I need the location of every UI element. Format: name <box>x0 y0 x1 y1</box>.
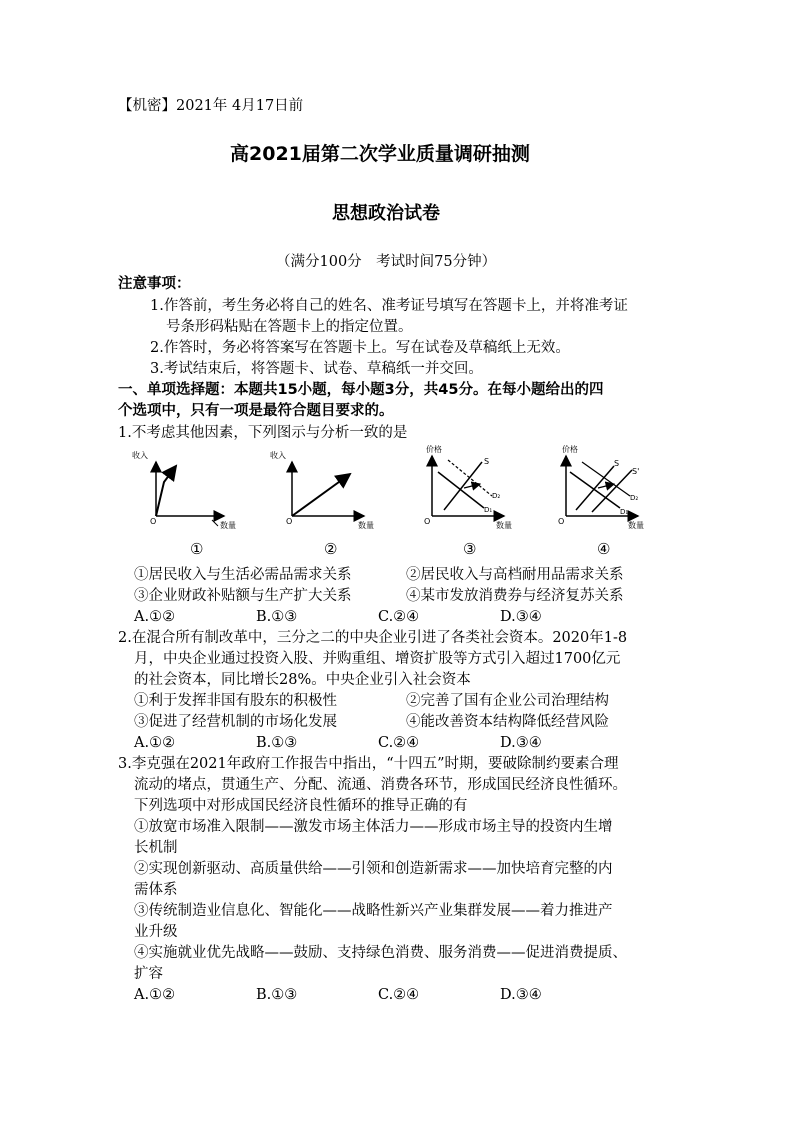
graph-ylabel: 价格 <box>426 445 442 454</box>
graph-origin: O <box>558 517 565 526</box>
graph-d2-label: D₂ <box>630 494 639 502</box>
graph-s-label: S <box>484 457 490 466</box>
statement: ②实现创新驱动、高质量供给——引领和创造新需求——加快培育完整的内 <box>134 861 613 877</box>
statement: 业升级 <box>134 924 178 940</box>
graph-ylabel: 收入 <box>270 451 286 460</box>
graph-origin: O <box>286 517 293 526</box>
exam-info: （满分100分 考试时间75分钟） <box>276 254 497 270</box>
statement: ②完善了国有企业公司治理结构 <box>406 693 609 709</box>
question-stem: 的社会资本，同比增长28%。中央企业引入社会资本 <box>134 672 471 688</box>
exam-title: 高2021届第二次学业质量调研抽测 <box>230 143 530 165</box>
option-a: A.①② <box>134 609 176 625</box>
option-b: B.①③ <box>256 735 298 751</box>
statement: 长机制 <box>134 840 178 856</box>
option-c: C.②④ <box>378 987 420 1003</box>
graph-s2-label: S' <box>632 467 640 476</box>
statement: ①居民收入与生活必需品需求关系 <box>134 567 352 583</box>
graph-xlabel: 数量 <box>220 521 236 530</box>
option-a: A.①② <box>134 987 176 1003</box>
notice-heading: 注意事项： <box>118 276 191 292</box>
exam-subtitle: 思想政治试卷 <box>332 203 440 224</box>
notice-item: 2.作答时，务必将答案写在答题卡上。写在试卷及草稿纸上无效。 <box>150 340 570 356</box>
graph-1 <box>132 450 236 530</box>
option-c: C.②④ <box>378 735 420 751</box>
statement: ④实施就业优先战略——鼓励、支持绿色消费、服务消费——促进消费提质、 <box>134 945 627 961</box>
option-a: A.①② <box>134 735 176 751</box>
question-stem: 月，中央企业通过投资入股、并购重组、增资扩股等方式引入超过1700亿元 <box>134 651 621 667</box>
section-heading: 个选项中，只有一项是最符合题目要求的。 <box>118 403 394 419</box>
question-stem: 1.不考虑其他因素，下列图示与分析一致的是 <box>118 425 408 441</box>
statement: 扩容 <box>134 966 163 982</box>
statement: ③促进了经营机制的市场化发展 <box>134 714 337 730</box>
q1-graphs <box>120 444 690 536</box>
statement: ①放宽市场准入限制——激发市场主体活力——形成市场主导的投资内生增 <box>134 819 613 835</box>
statement: ④能改善资本结构降低经营风险 <box>406 714 609 730</box>
statement: ②居民收入与高档耐用品需求关系 <box>406 567 624 583</box>
graph-xlabel: 数量 <box>496 521 512 530</box>
statement: ③传统制造业信息化、智能化——战略性新兴产业集群发展——着力推进产 <box>134 903 613 919</box>
notice-item: 3.考试结束后，将答题卡、试卷、草稿纸一并交回。 <box>150 361 483 377</box>
graph-caption: ③ <box>463 540 477 558</box>
statement: 需体系 <box>134 882 178 898</box>
confidential-note: 【机密】2021年 4月17日前 <box>118 98 304 114</box>
graph-s-label: S <box>614 459 620 468</box>
option-d: D.③④ <box>500 609 542 625</box>
graph-d1-label: D₁ <box>620 508 629 516</box>
graph-4 <box>558 444 644 530</box>
option-c: C.②④ <box>378 609 420 625</box>
graph-caption: ① <box>190 540 204 558</box>
graph-d2-label: D₂ <box>492 492 501 500</box>
statement: ③企业财政补贴额与生产扩大关系 <box>134 588 352 604</box>
notice-item: 1.作答前，考生务必将自己的姓名、准考证号填写在答题卡上，并将准考证 <box>150 298 628 314</box>
question-stem: 下列选项中对形成国民经济良性循环的推导正确的有 <box>134 798 468 814</box>
statement: ①利于发挥非国有股东的积极性 <box>134 693 337 709</box>
question-stem: 3.李克强在2021年政府工作报告中指出，“十四五”时期，要破除制约要素合理 <box>118 756 619 772</box>
section-heading: 一、单项选择题：本题共15小题，每小题3分，共45分。在每小题给出的四 <box>118 382 604 398</box>
graph-xlabel: 数量 <box>358 521 374 530</box>
graph-d1-label: D₁ <box>484 506 493 514</box>
graph-3 <box>424 444 512 530</box>
notice-item: 号条形码粘贴在答题卡上的指定位置。 <box>166 319 413 335</box>
option-d: D.③④ <box>500 735 542 751</box>
graph-ylabel: 收入 <box>132 451 148 460</box>
option-d: D.③④ <box>500 987 542 1003</box>
graph-xlabel: 数量 <box>628 521 644 530</box>
statement: ④某市发放消费券与经济复苏关系 <box>406 588 624 604</box>
graph-origin: O <box>424 517 431 526</box>
graph-caption: ④ <box>597 540 611 558</box>
graph-2 <box>270 450 374 530</box>
question-stem: 流动的堵点，贯通生产、分配、流通、消费各环节，形成国民经济良性循环。 <box>134 777 627 793</box>
option-b: B.①③ <box>256 609 298 625</box>
graph-origin: O <box>150 517 157 526</box>
option-b: B.①③ <box>256 987 298 1003</box>
graph-caption: ② <box>324 540 338 558</box>
graph-ylabel: 价格 <box>562 445 578 454</box>
question-stem: 2.在混合所有制改革中，三分之二的中央企业引进了各类社会资本。2020年1-8 <box>118 630 628 646</box>
